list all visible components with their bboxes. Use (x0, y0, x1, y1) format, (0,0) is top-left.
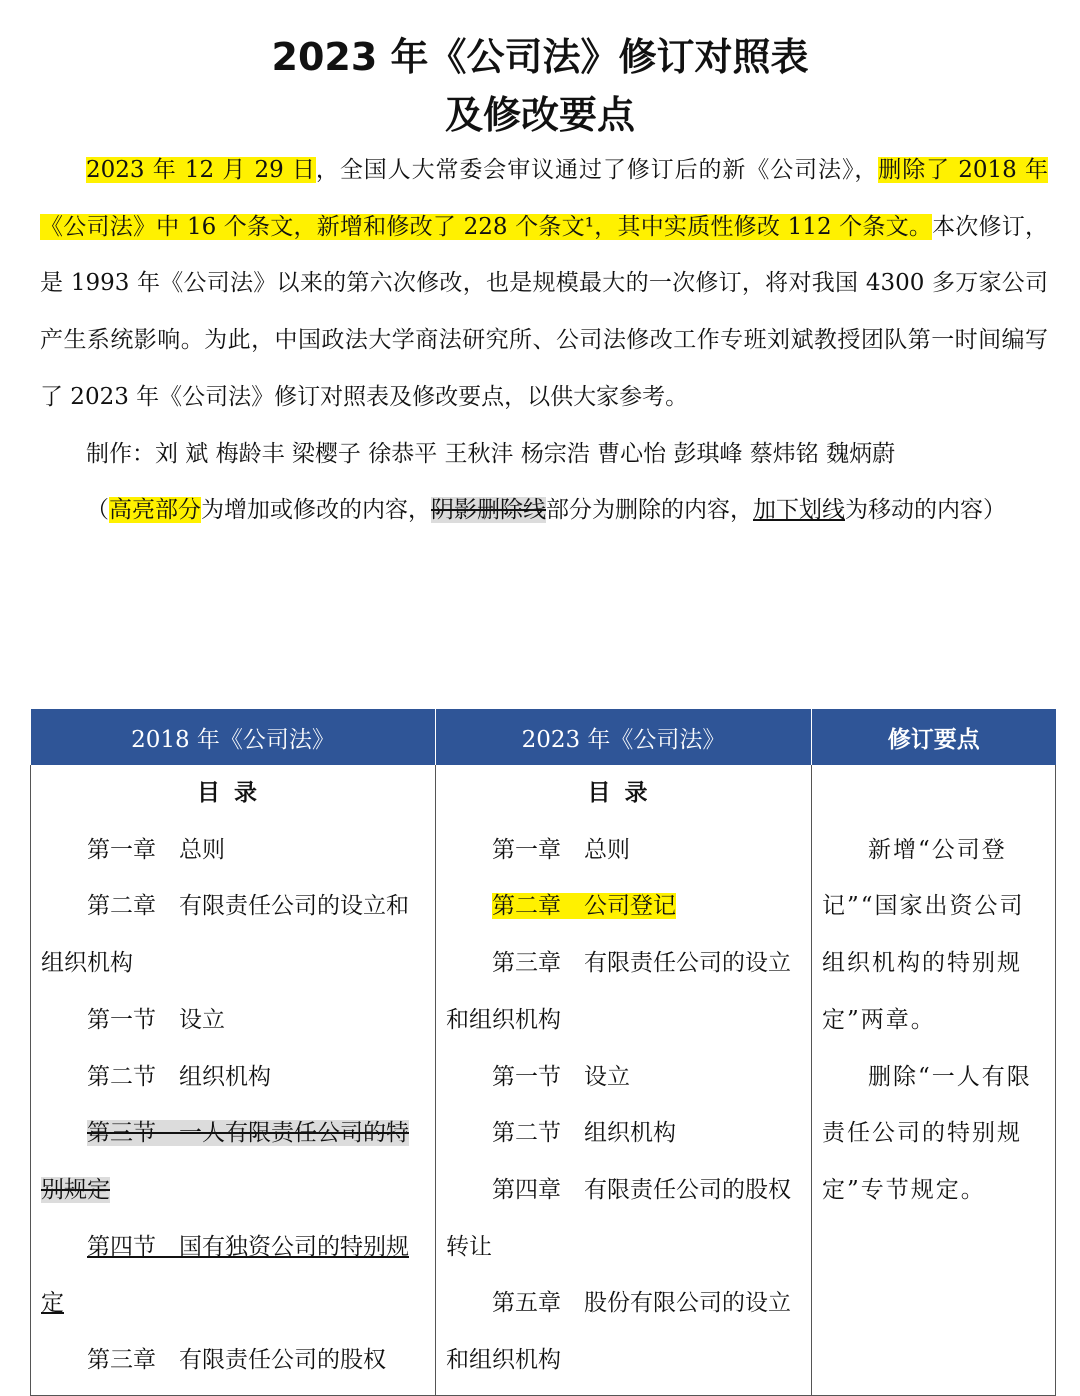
legend-open: （ (86, 497, 109, 524)
col-notes (812, 765, 1056, 1396)
legend-underline: 加下划线 (753, 497, 845, 524)
legend-text-1: 为增加或修改的内容， (201, 497, 431, 524)
toc-item-new (446, 878, 803, 935)
intro-text-2: 本次修订，是 1993 年《公司法》以来的第六次修改，也是规模最大的一次修订，将对我国 4300 多万家公司产生系统影响。为此，中国政法大学商法研究所、公司法修改工作专班刘斌教授团队第一时间编写了 2023 年《公司法》修订对照表及修改要点，以供大家参考。 (40, 213, 1048, 410)
deleted-text: 第三节 一人有限责任公司的特别规定 (41, 1120, 409, 1203)
toc-item: 第二节 组织机构 (492, 1120, 676, 1147)
legend-text-3: 为移动的内容） (845, 497, 1006, 524)
table-row (31, 765, 1056, 1396)
toc-title-2018: 目录 (197, 780, 271, 806)
col-2023 (436, 765, 812, 1396)
new-text: 第二章 公司登记 (492, 893, 676, 920)
toc-item-deleted (41, 1105, 427, 1218)
page-subtitle: 及修改要点 (444, 93, 635, 137)
stats-highlight: 删除了 2018 年《公司法》中 16 个条文，新增和修改了 228 个条文¹，其中实质性修改 112 个条文。 (40, 157, 1049, 240)
header-notes: 修订要点 (812, 709, 1056, 765)
toc-item: 第一节 设立 (87, 1006, 225, 1033)
intro-section (40, 142, 1048, 539)
toc-item: 第五章 股份有限公司的设立和组织机构 (446, 1290, 791, 1374)
col-2018 (31, 765, 436, 1396)
intro-paragraph-2: 制作：刘 斌 梅龄丰 梁樱子 徐恭平 王秋沣 杨宗浩 曹心怡 彭琪峰 蔡炜铭 魏炳蔚 (86, 440, 896, 467)
intro-paragraph-1 (40, 142, 1048, 426)
header-2018: 2018 年《公司法》 (31, 709, 436, 765)
moved-text: 第四节 国有独资公司的特别规定 (41, 1233, 409, 1317)
legend-text-2: 部分为删除的内容， (546, 497, 753, 524)
toc-item: 第三章 有限责任公司的股权 (87, 1347, 386, 1374)
revision-note: 删除“一人有限责任公司的特别规定”专节规定。 (822, 1063, 1032, 1203)
toc-item: 第一章 总则 (492, 836, 630, 863)
toc-item: 第一章 总则 (87, 836, 225, 863)
toc-item: 第二章 有限责任公司的设立和组织机构 (41, 893, 409, 977)
legend-paragraph (40, 482, 1048, 539)
toc-item-moved (41, 1219, 427, 1332)
page-title: 2023 年《公司法》修订对照表 (271, 35, 809, 79)
toc-item: 第一节 设立 (492, 1063, 630, 1090)
revision-note: 新增“公司登记”“国家出资公司组织机构的特别规定”两章。 (822, 836, 1025, 1033)
notes-spacer (822, 765, 1047, 822)
date-highlight: 2023 年 12 月 29 日 (86, 157, 316, 183)
header-2023: 2023 年《公司法》 (436, 709, 812, 765)
toc-item: 第四章 有限责任公司的股权转让 (446, 1176, 791, 1260)
intro-text-1: ，全国人大常委会审议通过了修订后的新《公司法》， (315, 157, 879, 183)
table-header-row (31, 709, 1056, 765)
toc-title-2023: 目录 (587, 780, 662, 806)
legend-strikethrough: 阴影删除线 (431, 497, 546, 524)
toc-item: 第三章 有限责任公司的设立和组织机构 (446, 950, 791, 1033)
comparison-table (30, 709, 1056, 1396)
toc-item: 第二节 组织机构 (87, 1063, 271, 1090)
legend-highlight: 高亮部分 (109, 497, 201, 524)
